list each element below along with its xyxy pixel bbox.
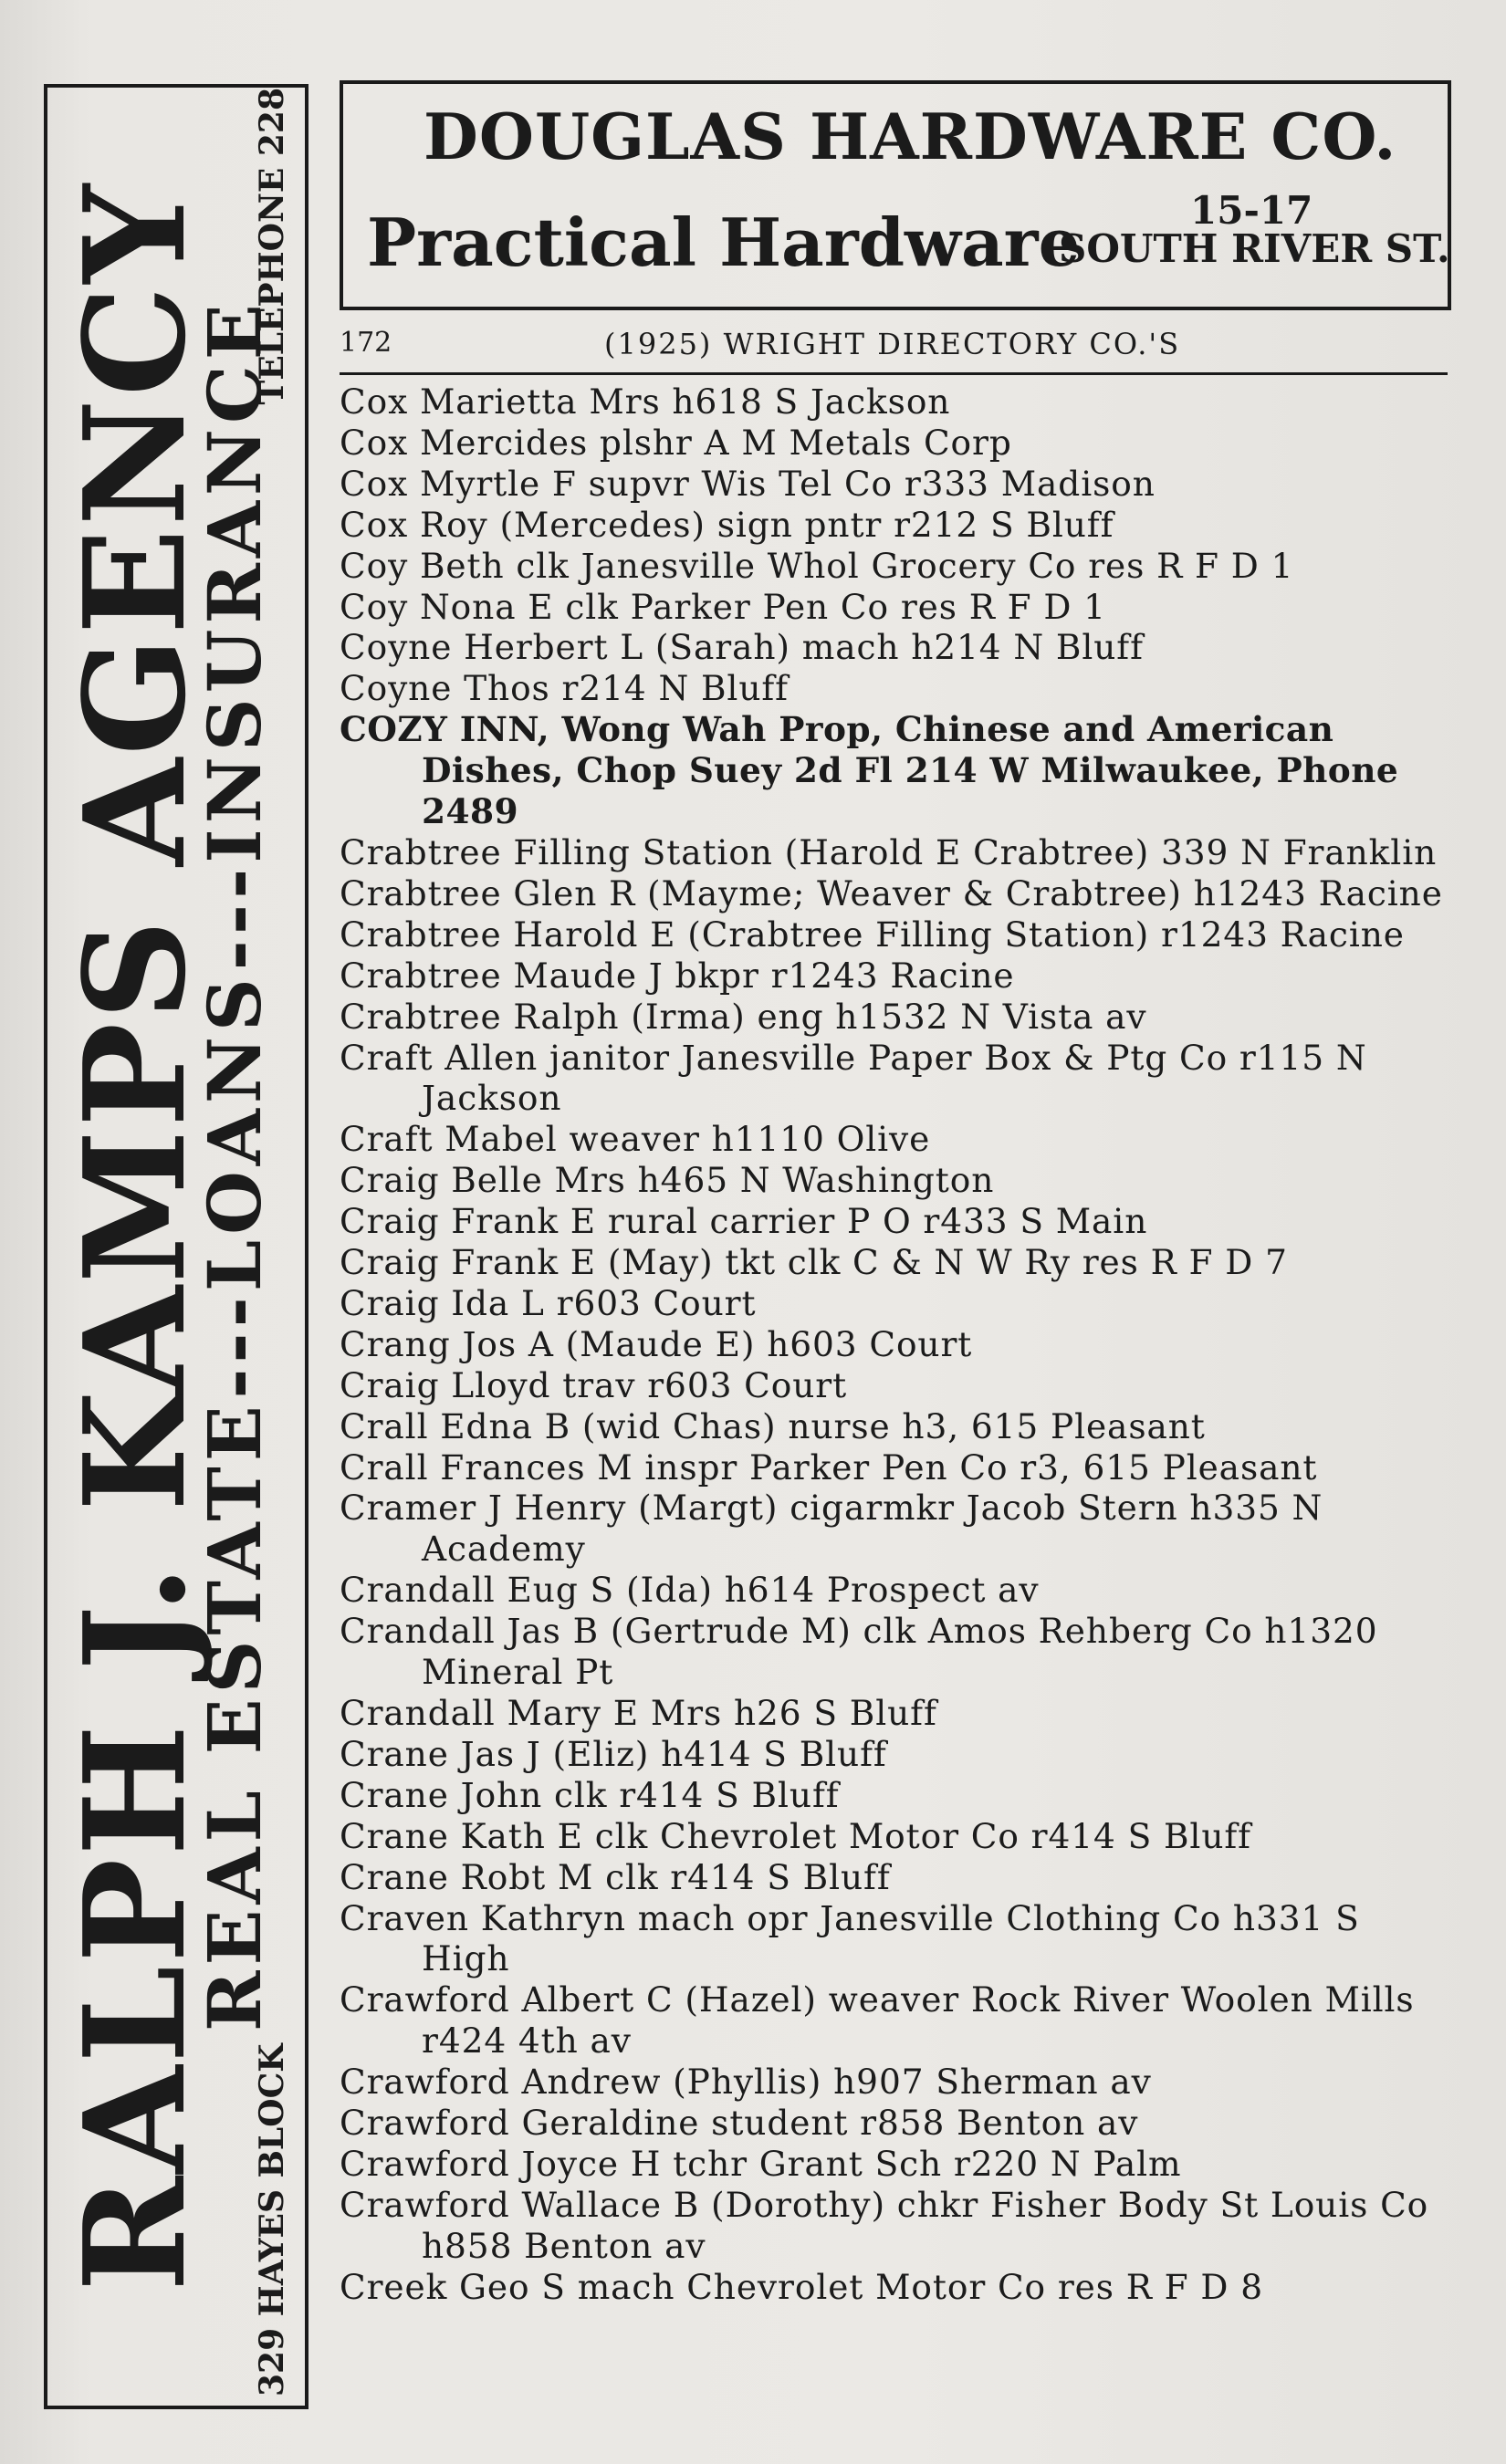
directory-entry: COZY INN, Wong Wah Prop, Chinese and American Dishes, Chop Suey 2d Fl 214 W Milwaukee, Phone 2489 [340, 709, 1399, 832]
directory-entry: Cox Roy (Mercedes) sign pntr r212 S Bluff [340, 504, 1114, 545]
banner-street: SOUTH RIVER ST. [1059, 226, 1450, 271]
agency-services: REAL ESTATE---LOANS---INSURANCE [192, 298, 277, 2031]
directory-entry: Crandall Mary E Mrs h26 S Bluff [340, 1693, 937, 1733]
directory-entry: Crane Robt M clk r414 S Bluff [340, 1856, 891, 1897]
directory-entry: Crawford Andrew (Phyllis) h907 Sherman av [340, 2062, 1152, 2103]
directory-listings [340, 381, 1449, 2308]
directory-entry: Crane John clk r414 S Bluff [340, 1774, 840, 1815]
directory-entry: Crabtree Filling Station (Harold E Crabtree) 339 N Franklin [340, 831, 1438, 872]
directory-entry: Crabtree Harold E (Crabtree Filling Station) r1243 Racine [340, 914, 1405, 955]
directory-entry: Crane Jas J (Eliz) h414 S Bluff [340, 1733, 887, 1774]
side-advertisement-rotated [47, 88, 305, 2406]
directory-entry: Craft Allen janitor Janesville Paper Box & Ptg Co r115 N Jackson [340, 1037, 1367, 1119]
directory-entry: Cox Myrtle F supvr Wis Tel Co r333 Madison [340, 463, 1156, 504]
side-advertisement [44, 84, 309, 2409]
banner-title: DOUGLAS HARDWARE CO. [424, 100, 1397, 174]
directory-entry: Creek Geo S mach Chevrolet Motor Co res R F D 8 [340, 2266, 1263, 2307]
directory-entry: Crawford Geraldine student r858 Benton av [340, 2103, 1139, 2144]
banner-tagline: Practical Hardware [367, 204, 1081, 281]
directory-entry: Crabtree Ralph (Irma) eng h1532 N Vista av [340, 996, 1147, 1037]
directory-entry: Craft Mabel weaver h1110 Olive [340, 1119, 931, 1160]
directory-entry: Cox Mercides plshr A M Metals Corp [340, 422, 1012, 463]
directory-entry: Cramer J Henry (Margt) cigarmkr Jacob Stern h335 N Academy [340, 1488, 1323, 1570]
directory-entry: Cox Marietta Mrs h618 S Jackson [340, 381, 951, 422]
header-title: (1925) WRIGHT DIRECTORY CO.'S [604, 327, 1181, 361]
directory-entry: Craig Ida L r603 Court [340, 1282, 757, 1323]
directory-entry: Crandall Eug S (Ida) h614 Prospect av [340, 1570, 1040, 1611]
directory-entry: Coy Beth clk Janesville Whol Grocery Co res R F D 1 [340, 545, 1294, 586]
directory-entry: Craig Frank E rural carrier P O r433 S Main [340, 1201, 1148, 1242]
page-number: 172 [340, 327, 392, 359]
directory-entry: Crang Jos A (Maude E) h603 Court [340, 1323, 973, 1364]
agency-telephone: TELEPHONE 228 [253, 88, 291, 405]
agency-address: 329 HAYES BLOCK [253, 2043, 291, 2396]
directory-entry: Craig Frank E (May) tkt clk C & N W Ry res R F D 7 [340, 1242, 1288, 1283]
directory-entry: Crall Edna B (wid Chas) nurse h3, 615 Pleasant [340, 1405, 1206, 1446]
directory-entry: Coy Nona E clk Parker Pen Co res R F D 1 [340, 586, 1106, 627]
banner-street-number: 15-17 [1190, 188, 1313, 233]
directory-entry: Crane Kath E clk Chevrolet Motor Co r414 S Bluff [340, 1815, 1251, 1856]
top-advertisement [340, 80, 1451, 310]
directory-entry: Coyne Thos r214 N Bluff [340, 668, 789, 709]
directory-entry: Crandall Jas B (Gertrude M) clk Amos Rehberg Co h1320 Mineral Pt [340, 1611, 1378, 1693]
directory-entry: Craven Kathryn mach opr Janesville Clothing Co h331 S High [340, 1897, 1360, 1979]
directory-entry: Crabtree Glen R (Mayme; Weaver & Crabtree) h1243 Racine [340, 872, 1443, 914]
directory-entry: Coyne Herbert L (Sarah) mach h214 N Bluff [340, 627, 1144, 668]
directory-entry: Crawford Wallace B (Dorothy) chkr Fisher Body St Louis Co h858 Benton av [340, 2184, 1429, 2266]
directory-entry: Crall Frances M inspr Parker Pen Co r3, 615 Pleasant [340, 1446, 1318, 1488]
directory-entry: Crawford Albert C (Hazel) weaver Rock River Woolen Mills r424 4th av [340, 1979, 1415, 2062]
directory-entry: Craig Lloyd trav r603 Court [340, 1364, 848, 1405]
directory-entry: Crawford Joyce H tchr Grant Sch r220 N Palm [340, 2143, 1182, 2184]
agency-name: RALPH J. KAMPS AGENCY [53, 181, 216, 2292]
directory-entry: Crabtree Maude J bkpr r1243 Racine [340, 955, 1015, 996]
running-header [340, 323, 1448, 375]
directory-entry: Craig Belle Mrs h465 N Washington [340, 1160, 995, 1201]
